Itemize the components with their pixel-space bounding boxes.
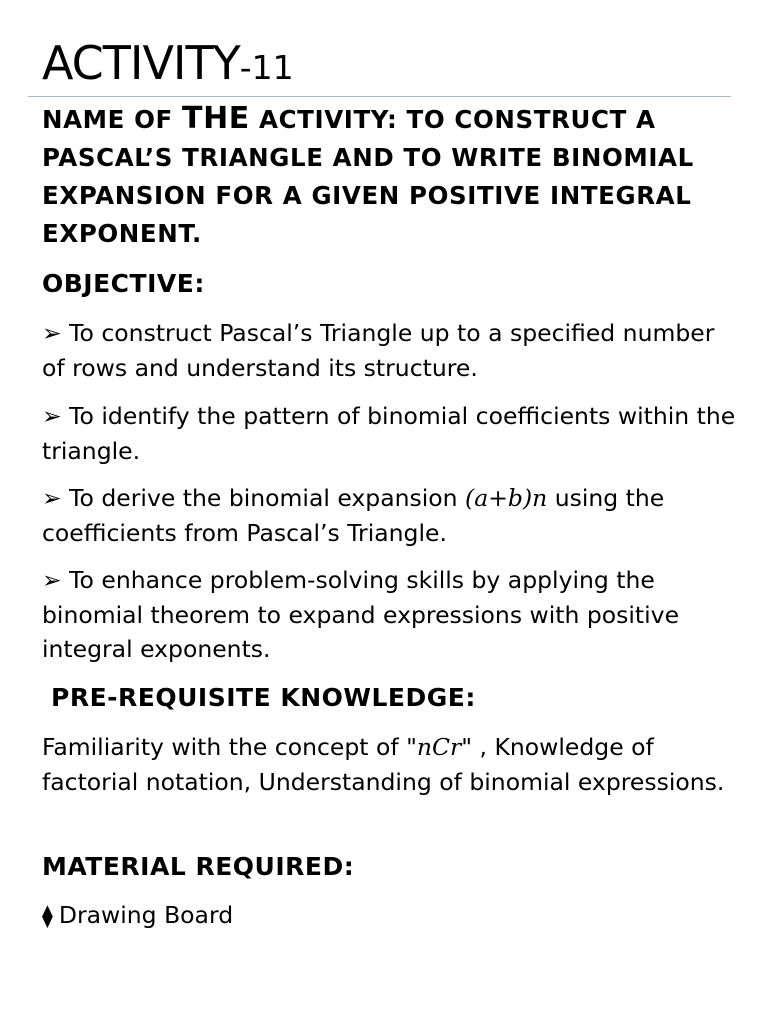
objective-item-text: using the coefficients from Pascal’s Triangle.	[42, 484, 665, 547]
arrow-bullet-icon: ➢	[42, 319, 62, 347]
material-item-label: Drawing Board	[58, 901, 234, 929]
arrow-bullet-icon: ➢	[42, 402, 62, 430]
objective-item-text: To enhance problem-solving skills by applying the binomial theorem to expand expressions with positive integral exponents.	[42, 566, 680, 663]
arrow-bullet-icon: ➢	[42, 566, 62, 594]
objective-heading: OBJECTIVE:	[42, 269, 205, 298]
objective-item	[42, 399, 742, 468]
material-heading: MATERIAL REQUIRED:	[42, 852, 355, 881]
objective-item-text: To construct Pascal’s Triangle up to a specified number of rows and understand its structure.	[42, 319, 715, 382]
arrow-bullet-icon: ➢	[42, 484, 62, 512]
ncr-notation: nCr	[416, 733, 462, 761]
activity-name-emphasis: THE	[182, 101, 250, 136]
objective-item-text: To identify the pattern of binomial coefficients within the triangle.	[42, 402, 736, 465]
activity-name	[42, 100, 742, 253]
activity-title-number: -11	[239, 48, 294, 87]
activity-name-prefix: NAME OF	[42, 105, 183, 134]
activity-name-text: ACTIVITY: TO CONSTRUCT A PASCAL’S TRIANGLE AND TO WRITE BINOMIAL EXPANSION FOR A GIVEN POSITIVE INTEGRAL EXPONENT.	[42, 105, 694, 248]
objective-item	[42, 316, 742, 385]
objective-item	[42, 481, 742, 550]
prerequisite-text	[42, 730, 742, 799]
binomial-expression: (a+b)n	[465, 484, 548, 512]
activity-title	[42, 36, 294, 90]
prerequisite-heading: PRE-REQUISITE KNOWLEDGE:	[51, 683, 476, 712]
objective-item-text: To derive the binomial expansion	[61, 484, 466, 512]
title-divider	[28, 96, 731, 97]
objective-item	[42, 563, 742, 667]
prerequisite-text-start: Familiarity with the concept of "	[42, 733, 417, 761]
material-item	[42, 898, 233, 934]
diamond-bullet-icon: ⧫	[42, 904, 53, 929]
prerequisite-text-end: " , Knowledge of factorial notation, Understanding of binomial expressions.	[42, 733, 725, 796]
activity-title-main: ACTIVITY	[42, 36, 240, 90]
